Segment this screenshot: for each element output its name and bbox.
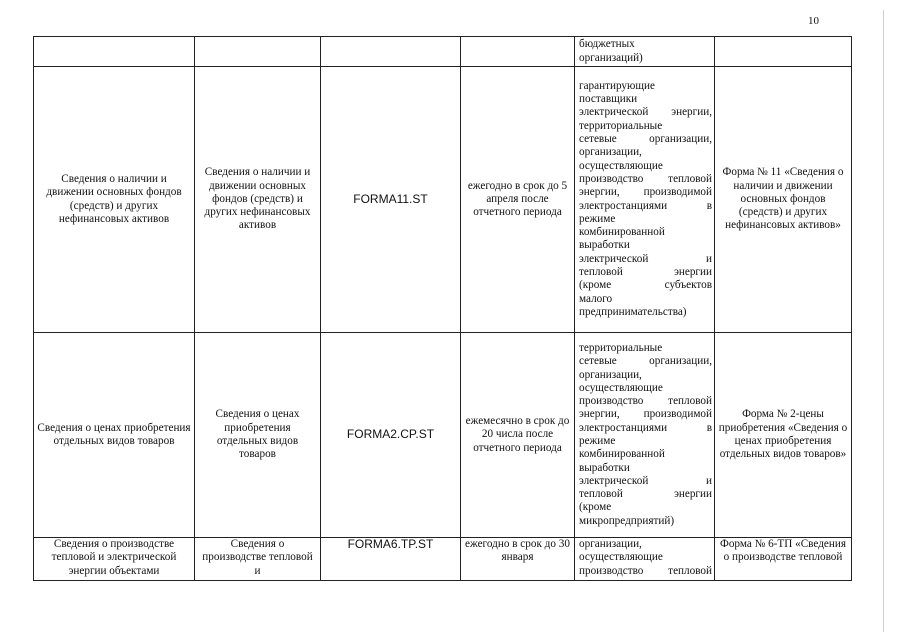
respondents-line: предпринимательства) (579, 305, 687, 318)
respondents-line: организации, (579, 368, 642, 381)
deadline-cell: ежегодно в срок до 30 января (461, 538, 575, 581)
respondents-line: бюджетных (579, 38, 635, 51)
indicator-cell (195, 37, 321, 67)
form-cell (715, 37, 852, 67)
respondents-line: комбинированной (579, 226, 665, 239)
respondents-line: энергии, производимой (579, 408, 712, 421)
respondents-line: осуществляющие (579, 551, 663, 564)
deadline-cell: ежегодно в срок до 5 апреля после отчетного периода (461, 67, 575, 333)
respondents-line: электростанциями в (579, 421, 712, 434)
respondents-line: сетевые организации, (579, 355, 712, 368)
respondents-line: электрической и (579, 474, 712, 487)
scan-edge-line (883, 10, 884, 632)
indicator-cell: Сведения о ценах приобретения отдельных видов товаров (195, 333, 321, 538)
respondents-line: комбинированной (579, 448, 665, 461)
respondents-line: малого (579, 292, 613, 305)
respondents-line: территориальные (579, 341, 663, 354)
respondents-cell (575, 37, 715, 67)
name-cell: Сведения о наличии и движении основных фондов (средств) и других нефинансовых активов (34, 67, 195, 333)
name-cell (34, 37, 195, 67)
form-cell: Форма № 6-ТП «Сведения о производстве тепловой (715, 538, 852, 581)
code-cell (321, 37, 461, 67)
code-cell: FORMA2.CP.ST (321, 333, 461, 538)
respondents-line: тепловой энергии (579, 488, 712, 501)
table-row (34, 333, 852, 538)
respondents-line: организации, (579, 146, 642, 159)
respondents-line: сетевые организации, (579, 133, 712, 146)
name-cell: Сведения о ценах приобретения отдельных видов товаров (34, 333, 195, 538)
code-cell: FORMA6.TP.ST (321, 538, 461, 581)
deadline-cell (461, 37, 575, 67)
indicator-cell: Сведения о производстве тепловой и (195, 538, 321, 581)
respondents-line: энергии, производимой (579, 186, 712, 199)
respondents-line: (кроме (579, 501, 612, 514)
respondents-line: организации, (579, 538, 642, 550)
respondents-line: электрической энергии, (579, 106, 712, 119)
respondents-line: поставщики (579, 93, 638, 106)
deadline-cell: ежемесячно в срок до 20 числа после отчетного периода (461, 333, 575, 538)
page-number: 10 (808, 15, 819, 27)
respondents-line: электрической и (579, 252, 712, 265)
forms-table (33, 36, 852, 581)
form-cell: Форма № 11 «Сведения о наличии и движении основных фондов (средств) и других нефинансовых активов» (715, 67, 852, 333)
respondents-line: гарантирующие (579, 79, 655, 92)
table-row (34, 67, 852, 333)
respondents-line: организаций) (579, 51, 643, 64)
respondents-line: производство тепловой (579, 172, 712, 185)
respondents-cell (575, 538, 715, 581)
respondents-cell (575, 67, 715, 333)
table-row (34, 538, 852, 581)
table-row (34, 37, 852, 67)
respondents-line: (кроме субъектов (579, 279, 712, 292)
respondents-line: выработки (579, 239, 630, 252)
indicator-cell: Сведения о наличии и движении основных фондов (средств) и других нефинансовых активов (195, 67, 321, 333)
respondents-line: выработки (579, 461, 630, 474)
respondents-cell (575, 333, 715, 538)
respondents-line: производство тепловой (579, 395, 712, 408)
respondents-line: микропредприятий) (579, 514, 675, 527)
respondents-line: тепловой энергии (579, 265, 712, 278)
form-cell: Форма № 2-цены приобретения «Сведения о ценах приобретения отдельных видов товаров» (715, 333, 852, 538)
respondents-line: производство тепловой (579, 564, 712, 577)
respondents-line: территориальные (579, 119, 663, 132)
respondents-line: режиме (579, 212, 616, 225)
respondents-line: электростанциями в (579, 199, 712, 212)
code-cell: FORMA11.ST (321, 67, 461, 333)
respondents-line: осуществляющие (579, 381, 663, 394)
respondents-line: осуществляющие (579, 159, 663, 172)
name-cell: Сведения о производстве тепловой и электрической энергии объектами (34, 538, 195, 581)
respondents-line: режиме (579, 435, 616, 447)
